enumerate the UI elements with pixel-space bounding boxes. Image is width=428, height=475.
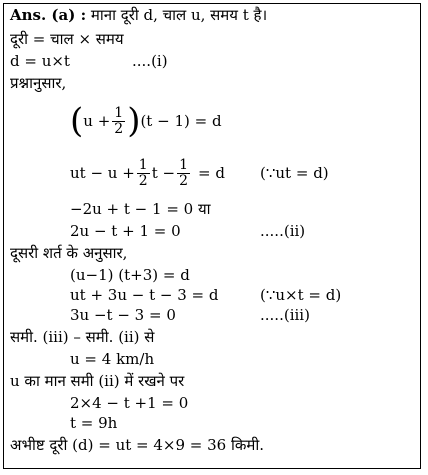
eq1-right: (t − 1) = d: [140, 112, 222, 130]
time-result: t = 9h: [70, 414, 118, 432]
eq2-part-c: = d: [198, 164, 225, 182]
fraction-half-2: [177, 158, 190, 189]
equation-1: d = u×t: [10, 52, 70, 70]
fraction-half-1: [137, 158, 150, 189]
equation-2: 2u − t + 1 = 0: [70, 222, 181, 240]
fraction-numerator: 1: [114, 104, 124, 121]
equation-2-tag: .....(ii): [260, 222, 306, 240]
equation-first-condition: [70, 98, 222, 144]
simplified-equation: −2u + t − 1 = 0 या: [70, 200, 211, 218]
answer-label: Ans. (a) :: [10, 6, 87, 24]
fraction-half: [112, 106, 125, 137]
eq1-left: u +: [83, 112, 111, 130]
answer-box: [3, 3, 421, 469]
subtract-equations: समी. (iii) – समी. (ii) से: [10, 328, 155, 346]
fraction-denominator: 2: [179, 172, 189, 189]
fraction-denominator: 2: [114, 120, 124, 137]
second-condition-equation: (u−1) (t+3) = d: [70, 266, 190, 284]
distance-formula: दूरी = चाल × समय: [10, 30, 124, 48]
equation-3-tag: .....(iii): [260, 306, 310, 324]
equation-1-tag: ....(i): [132, 52, 168, 70]
assumption-text: माना दूरी d, चाल u, समय t है।: [90, 6, 268, 24]
eq2-part-b: t −: [151, 164, 176, 182]
eq2-note: (∵ut = d): [260, 164, 329, 182]
close-paren: ): [127, 101, 141, 141]
fraction-numerator: 1: [179, 156, 189, 173]
open-paren: (: [70, 101, 84, 141]
substitute-u: u का मान समी (ii) में रखने पर: [10, 372, 185, 390]
equation-3: 3u −t − 3 = 0: [70, 306, 176, 324]
second-condition-expanded: ut + 3u − t − 3 = d: [70, 286, 219, 304]
fraction-numerator: 1: [138, 156, 148, 173]
fraction-denominator: 2: [138, 172, 148, 189]
according-to-question: प्रश्नानुसार,: [10, 74, 67, 92]
eq2-part-a: ut − u +: [70, 164, 135, 182]
substituted-equation: 2×4 − t +1 = 0: [70, 394, 189, 412]
second-condition-heading: दूसरी शर्त के अनुसार,: [10, 244, 128, 262]
equation-expanded: [70, 150, 225, 196]
answer-intro: [10, 6, 267, 24]
final-distance: अभीष्ट दूरी (d) = ut = 4×9 = 36 किमी.: [10, 436, 265, 454]
speed-result: u = 4 km/h: [70, 350, 155, 368]
second-condition-note: (∵u×t = d): [260, 286, 342, 304]
